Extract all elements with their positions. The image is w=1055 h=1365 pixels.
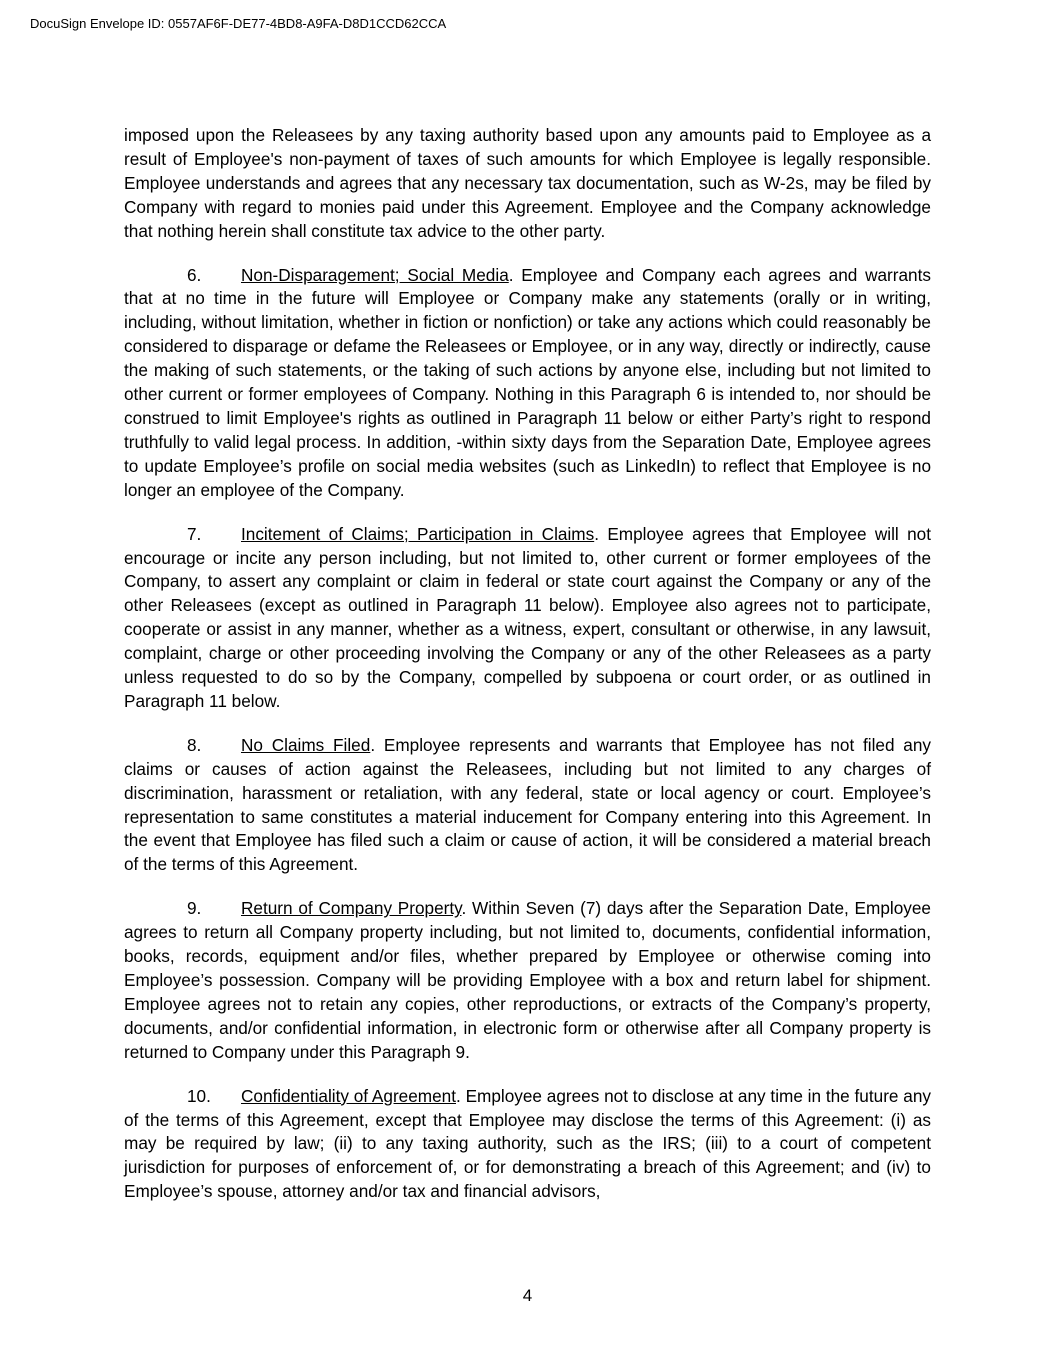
docusign-envelope-id: DocuSign Envelope ID: 0557AF6F-DE77-4BD8-A9FA-D8D1CCD62CCA [30,16,447,31]
section-number: 7. [187,523,202,544]
section-8 [124,734,931,877]
section-number: 6. [187,264,202,285]
section-number: 9. [187,898,202,919]
section-heading: No Claims Filed [241,734,371,755]
section-heading: Incitement of Claims; Participation in Claims [241,523,595,544]
section-body: . Employee and Company each agrees and warrants that at no time in the future will Employee or Company make any statements (orally or in writing, including, without limitation, whether in fiction or nonfiction) or take any actions which could reasonably be considered to disparage or defame the Releasees or Employee, or in any way, directly or indirectly, cause the making of such statements, or the taking of such actions by anyone else, including but not limited to other current or former employees of Company. Nothing in this Paragraph 6 is intended to, nor should be construed to limit Employee's rights as outlined in Paragraph 11 below or either Party’s right to respond truthfully to valid legal process. In addition, -within sixty days from the Separation Date, Employee agrees to update Employee’s profile on social media websites (such as LinkedIn) to reflect that Employee is no longer an employee of the Company. [124,264,931,500]
section-9 [124,897,931,1064]
page-number: 4 [522,1286,533,1305]
section-body: . Employee agrees not to disclose at any time in the future any of the terms of this Agreement, except that Employee may disclose the terms of this Agreement: (i) as may be required by law; (ii) to any taxing authority, such as the IRS; (iii) to a court of competent jurisdiction for purposes of enforcement of, or for demonstrating a breach of this Agreement; and (iv) to Employee’s spouse, attorney and/or tax and financial advisors, [124,1085,931,1202]
section-heading: Confidentiality of Agreement [241,1085,456,1106]
intro-paragraph: imposed upon the Releasees by any taxing authority based upon any amounts paid to Employee as a result of Employee's non-payment of taxes of such amounts for which Employee is legally responsible. Employee understands and agrees that any necessary tax documentation, such as W-2s, may be filed by Company with regard to monies paid under this Agreement. Employee and the Company acknowledge that nothing herein shall constitute tax advice to the other party. [124,125,931,241]
section-heading: Return of Company Property [241,898,462,919]
section-10 [124,1085,931,1205]
section-number: 8. [187,734,202,755]
document-body [124,124,931,1224]
section-body: . Employee agrees that Employee will not encourage or incite any person including, but not limited to, other current or former employees of the Company, to assert any complaint or claim in federal or state court against the Company or any of the other Releasees (except as outlined in Paragraph 11 below). Employee also agrees not to participate, cooperate or assist in any manner, whether as a witness, expert, consultant or otherwise, in any lawsuit, complaint, charge or other proceeding involving the Company or any of the other Releasees as a party unless requested to do so by the Company, compelled by subpoena or court order, or as outlined in Paragraph 11 below. [124,523,931,711]
section-body: . Employee represents and warrants that Employee has not filed any claims or causes of action against the Releasees, including but not limited to any charges of discrimination, harassment or retaliation, with any federal, state or local agency or court. Employee’s representation to same constitutes a material inducement for Company entering into this Agreement. In the event that Employee has filed such a claim or cause of action, it will be considered a material breach of the terms of this Agreement. [124,734,932,875]
section-6 [124,264,931,503]
section-heading: Non-Disparagement; Social Media [241,264,509,285]
section-number: 10. [187,1085,211,1106]
section-body: . Within Seven (7) days after the Separation Date, Employee agrees to return all Company property including, but not limited to, documents, confidential information, books, records, equipment and/or files, whether prepared by Employee or otherwise coming into Employee’s possession. Company will be providing Employee with a box and return label for shipment. Employee agrees not to retain any copies, other reproductions, or extracts of the Company’s property, documents, and/or confidential information, in electronic form or otherwise after all Company property is returned to Company under this Paragraph 9. [124,898,931,1062]
section-7 [124,523,931,714]
